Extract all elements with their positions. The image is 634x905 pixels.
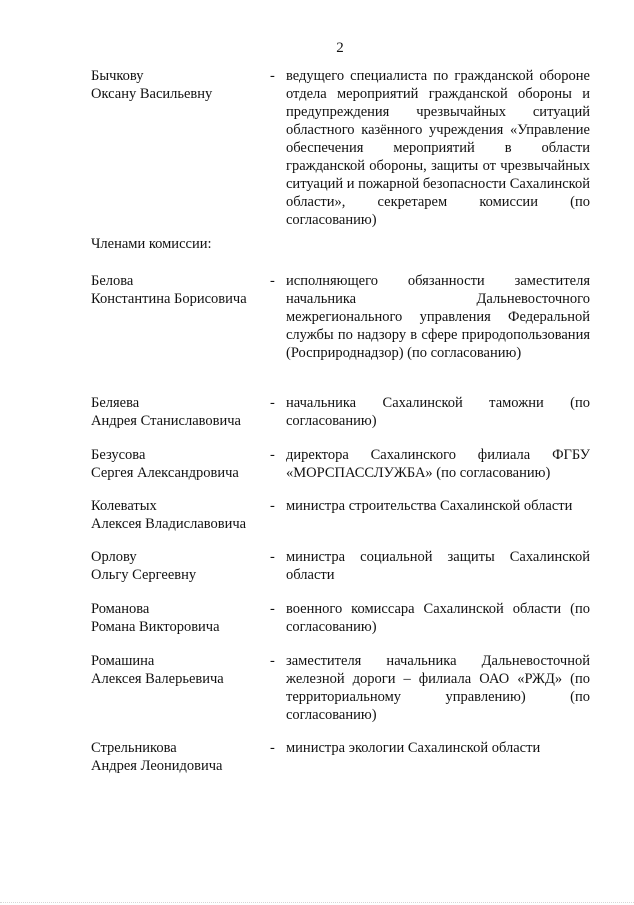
member-given-names: Алексея Валерьевича <box>91 671 224 687</box>
member-given-names: Константина Борисовича <box>91 291 247 307</box>
secretary-surname: Бычкову <box>91 68 144 84</box>
scan-edge-artifact <box>0 892 634 903</box>
member-role: министра социальной защиты Сахалинской области <box>286 549 590 583</box>
member-name <box>91 497 266 533</box>
member-dash: - <box>270 653 275 669</box>
members-heading: Членами комиссии: <box>91 236 212 252</box>
member-role: директора Сахалинского филиала ФГБУ «МОРСПАССЛУЖБА» (по согласованию) <box>286 447 590 481</box>
member-role: министра экологии Сахалинской области <box>286 740 541 756</box>
member-role: исполняющего обязанности заместителя начальника Дальневосточного межрегионального управления Федеральной службы по надзору в сфере природопользования (Росприроднадзор) (по согласованию) <box>286 273 590 361</box>
member-given-names: Алексея Владиславовича <box>91 516 247 532</box>
member-name <box>91 446 266 482</box>
member-dash: - <box>270 498 275 514</box>
secretary-name <box>91 67 266 103</box>
member-name <box>91 600 266 636</box>
member-surname: Романова <box>91 601 150 617</box>
member-dash: - <box>270 395 275 411</box>
member-role: заместителя начальника Дальневосточной железной дороги – филиала ОАО «РЖД» (по территориальному управлению) (по согласованию) <box>286 653 590 723</box>
member-given-names: Сергея Александровича <box>91 465 239 481</box>
secretary-given-names: Оксану Васильевну <box>91 86 213 102</box>
member-surname: Стрельникова <box>91 740 177 756</box>
secretary-dash: - <box>270 68 275 84</box>
member-dash: - <box>270 740 275 756</box>
member-surname: Колеватых <box>91 498 157 514</box>
member-name <box>91 272 266 308</box>
member-given-names: Романа Викторовича <box>91 619 220 635</box>
member-surname: Безусова <box>91 447 146 463</box>
page-number: 2 <box>336 40 344 56</box>
member-surname: Беляева <box>91 395 140 411</box>
member-given-names: Андрея Станиславовича <box>91 413 241 429</box>
member-dash: - <box>270 273 275 289</box>
member-name <box>91 739 266 775</box>
member-dash: - <box>270 549 275 565</box>
secretary-role: ведущего специалиста по гражданской обороне отдела мероприятий гражданской обороны и предупреждения чрезвычайных ситуаций областного казённого учреждения «Управление обеспечения мероприятий в области гражданской обороны, защиты от чрезвычайных ситуаций и пожарной безопасности Сахалинской области», секретарем комиссии (по согласованию) <box>286 68 590 228</box>
member-surname: Белова <box>91 273 134 289</box>
member-name <box>91 394 266 430</box>
member-dash: - <box>270 601 275 617</box>
member-surname: Орлову <box>91 549 137 565</box>
member-role: военного комиссара Сахалинской области (по согласованию) <box>286 601 590 635</box>
member-name <box>91 548 266 584</box>
member-dash: - <box>270 447 275 463</box>
member-given-names: Андрея Леонидовича <box>91 758 223 774</box>
member-role: начальника Сахалинской таможни (по согласованию) <box>286 395 590 429</box>
member-given-names: Ольгу Сергеевну <box>91 567 197 583</box>
member-name <box>91 652 266 688</box>
member-surname: Ромашина <box>91 653 155 669</box>
member-role: министра строительства Сахалинской области <box>286 498 573 514</box>
